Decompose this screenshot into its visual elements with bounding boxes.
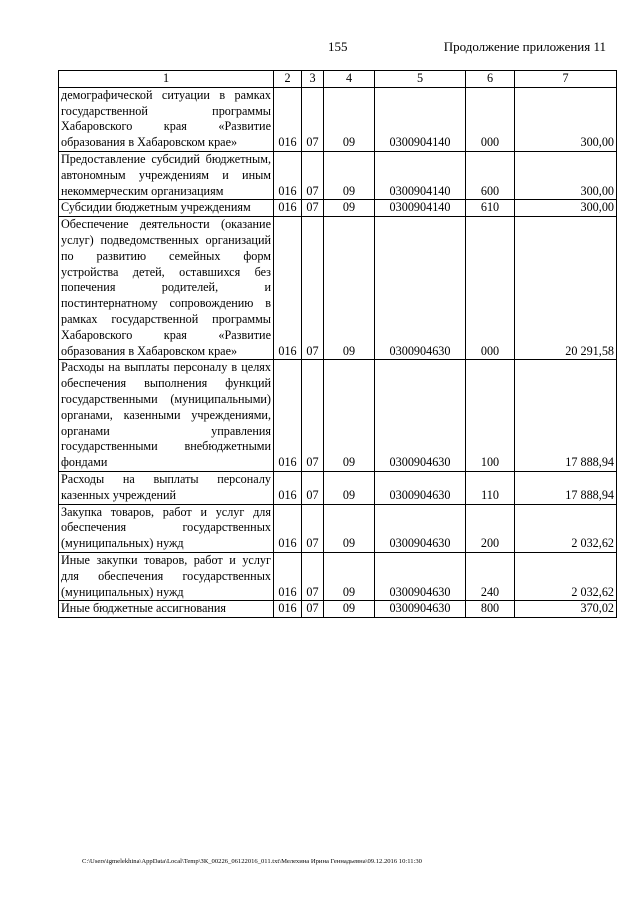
cell-section: 07	[302, 200, 324, 217]
cell-target-article: 0300904140	[375, 87, 466, 151]
cell-amount: 300,00	[515, 87, 617, 151]
cell-ministry: 016	[274, 504, 302, 552]
row-name: Расходы на выплаты персоналу в целях обеспечения выполнения функций государственными (муниципальными) органами, казенными учреждениями, органами управления государственными внебюджетными фондами	[59, 360, 274, 472]
table-row	[59, 87, 617, 151]
cell-amount: 300,00	[515, 151, 617, 199]
cell-subsection: 09	[324, 200, 375, 217]
page-number: 155	[328, 39, 348, 54]
cell-expense-type: 200	[466, 504, 515, 552]
cell-subsection: 09	[324, 601, 375, 618]
cell-amount: 370,02	[515, 601, 617, 618]
cell-target-article: 0300904630	[375, 601, 466, 618]
row-name: Обеспечение деятельности (оказание услуг) подведомственных организаций по развитию семейных форм устройства детей, оставшихся без попечения родителей, и постинтернатному сопровождению в рамках государственной программы Хабаровского края «Развитие образования в Хабаровском крае»	[59, 217, 274, 360]
cell-section: 07	[302, 601, 324, 618]
table-row	[59, 601, 617, 618]
cell-subsection: 09	[324, 360, 375, 472]
table-row	[59, 151, 617, 199]
table-row	[59, 504, 617, 552]
cell-expense-type: 000	[466, 87, 515, 151]
cell-subsection: 09	[324, 552, 375, 600]
cell-expense-type: 610	[466, 200, 515, 217]
file-path-footer: C:\Users\igmelekhina\AppData\Local\Temp\ЗК_00226_06122016_011.txt\Мелехина Ирина Геннадьевна\09.12.2016 10:11:30	[82, 858, 422, 865]
cell-subsection: 09	[324, 471, 375, 504]
table-row	[59, 217, 617, 360]
cell-section: 07	[302, 504, 324, 552]
cell-expense-type: 600	[466, 151, 515, 199]
cell-amount: 20 291,58	[515, 217, 617, 360]
continuation-heading: Продолжение приложения 11	[443, 39, 606, 54]
cell-expense-type: 800	[466, 601, 515, 618]
row-name: Субсидии бюджетным учреждениям	[59, 200, 274, 217]
budget-table	[58, 70, 617, 618]
table-row	[59, 200, 617, 217]
cell-target-article: 0300904630	[375, 552, 466, 600]
cell-amount: 300,00	[515, 200, 617, 217]
col-header-2: 2	[274, 71, 302, 88]
cell-ministry: 016	[274, 552, 302, 600]
cell-expense-type: 110	[466, 471, 515, 504]
cell-ministry: 016	[274, 601, 302, 618]
table-row	[59, 552, 617, 600]
col-header-4: 4	[324, 71, 375, 88]
cell-section: 07	[302, 552, 324, 600]
cell-subsection: 09	[324, 151, 375, 199]
cell-target-article: 0300904140	[375, 200, 466, 217]
cell-target-article: 0300904630	[375, 360, 466, 472]
cell-target-article: 0300904630	[375, 471, 466, 504]
col-header-3: 3	[302, 71, 324, 88]
row-name: Предоставление субсидий бюджетным, автономным учреждениям и иным некоммерческим организациям	[59, 151, 274, 199]
cell-expense-type: 240	[466, 552, 515, 600]
row-name: Закупка товаров, работ и услуг для обеспечения государственных (муниципальных) нужд	[59, 504, 274, 552]
col-header-6: 6	[466, 71, 515, 88]
cell-amount: 17 888,94	[515, 471, 617, 504]
cell-amount: 2 032,62	[515, 552, 617, 600]
cell-target-article: 0300904140	[375, 151, 466, 199]
row-name: демографической ситуации в рамках государственной программы Хабаровского края «Развитие образования в Хабаровском крае»	[59, 87, 274, 151]
cell-amount: 2 032,62	[515, 504, 617, 552]
row-name: Иные бюджетные ассигнования	[59, 601, 274, 618]
cell-section: 07	[302, 87, 324, 151]
col-header-7: 7	[515, 71, 617, 88]
cell-target-article: 0300904630	[375, 504, 466, 552]
cell-subsection: 09	[324, 217, 375, 360]
table-row	[59, 360, 617, 472]
cell-ministry: 016	[274, 200, 302, 217]
row-name: Иные закупки товаров, работ и услуг для обеспечения государственных (муниципальных) нужд	[59, 552, 274, 600]
cell-subsection: 09	[324, 504, 375, 552]
cell-section: 07	[302, 217, 324, 360]
cell-section: 07	[302, 360, 324, 472]
cell-section: 07	[302, 471, 324, 504]
cell-ministry: 016	[274, 87, 302, 151]
row-name: Расходы на выплаты персоналу казенных учреждений	[59, 471, 274, 504]
cell-amount: 17 888,94	[515, 360, 617, 472]
header-row	[59, 71, 617, 88]
cell-ministry: 016	[274, 151, 302, 199]
col-header-1: 1	[59, 71, 274, 88]
cell-expense-type: 000	[466, 217, 515, 360]
cell-section: 07	[302, 151, 324, 199]
cell-ministry: 016	[274, 360, 302, 472]
cell-expense-type: 100	[466, 360, 515, 472]
table-row	[59, 471, 617, 504]
cell-target-article: 0300904630	[375, 217, 466, 360]
cell-ministry: 016	[274, 217, 302, 360]
col-header-5: 5	[375, 71, 466, 88]
cell-ministry: 016	[274, 471, 302, 504]
cell-subsection: 09	[324, 87, 375, 151]
